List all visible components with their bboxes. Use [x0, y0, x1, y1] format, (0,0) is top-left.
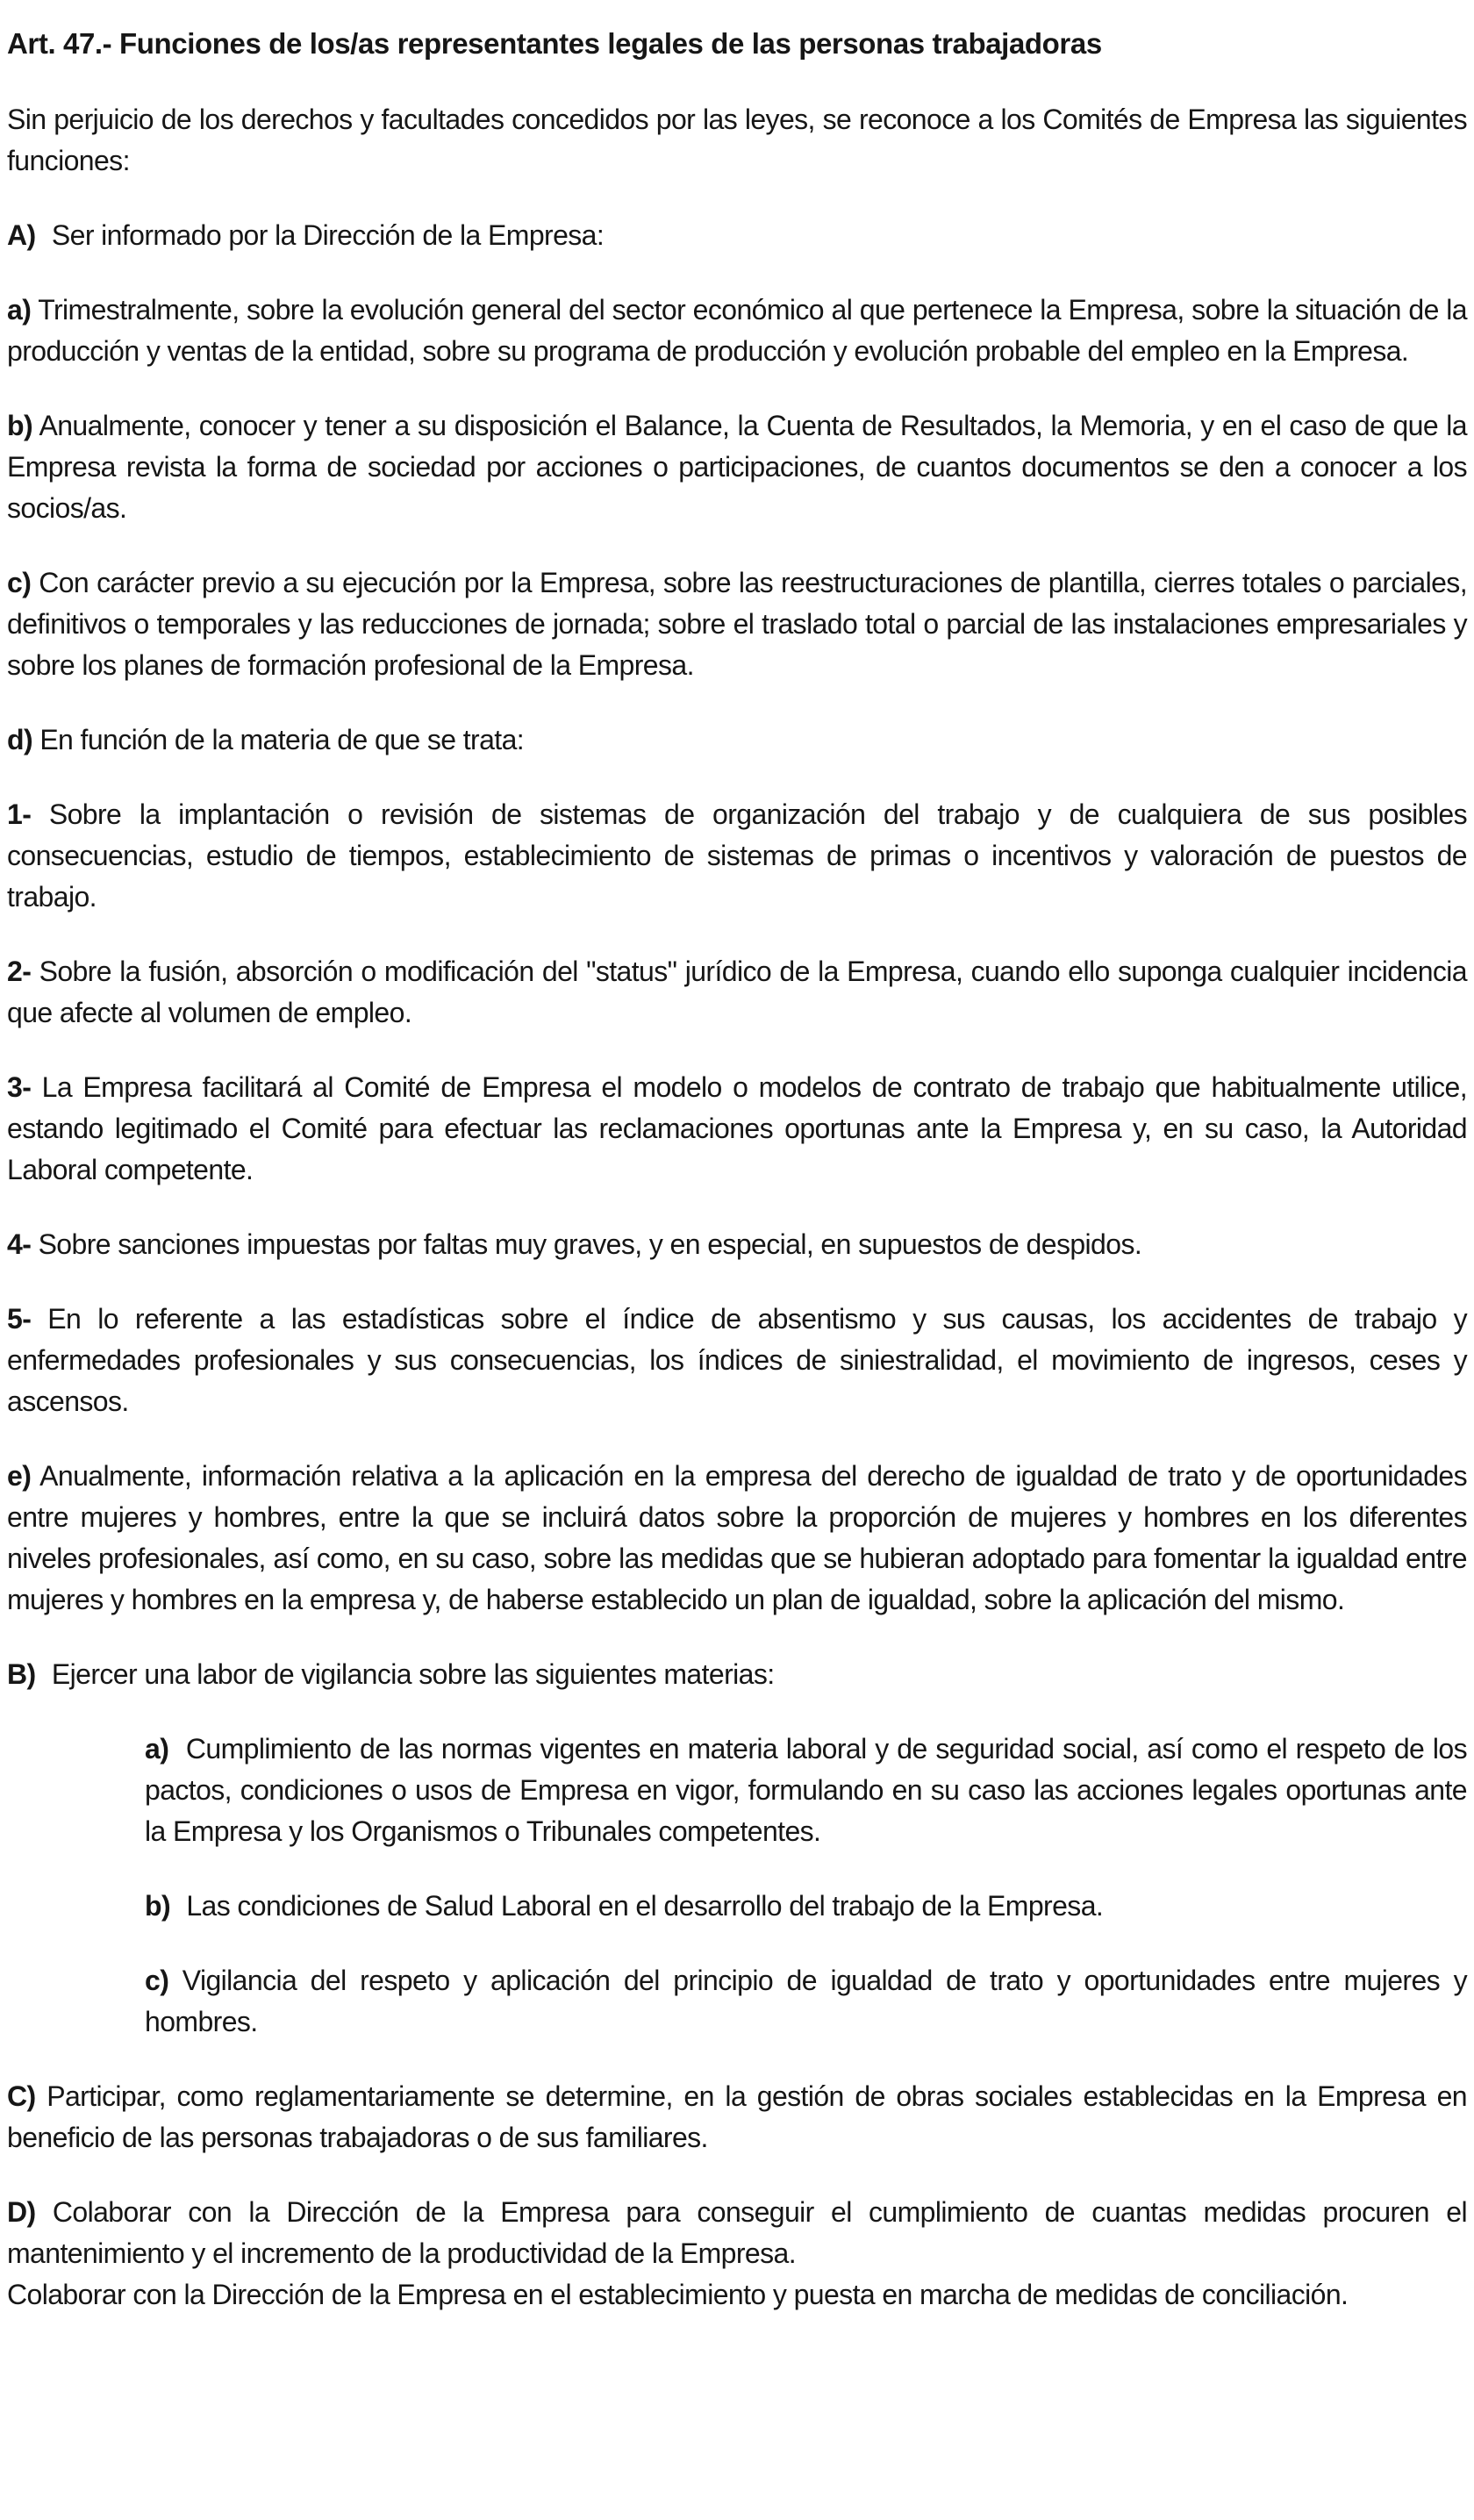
item-2-text: Sobre la fusión, absorción o modificación del "status" jurídico de la Empresa, cuando ello suponga cualquier incidencia que afecte al volumen de empleo.	[7, 956, 1467, 1028]
item-B-c-text: Vigilancia del respeto y aplicación del principio de igualdad de trato y oportunidades entre mujeres y hombres.	[145, 1965, 1467, 2037]
section-B-text: Ejercer una labor de vigilancia sobre las siguientes materias:	[51, 1658, 775, 1690]
item-c-label: c)	[7, 567, 32, 598]
item-2	[7, 951, 1467, 1034]
section-D	[7, 2192, 1467, 2316]
item-e-text: Anualmente, información relativa a la aplicación en la empresa del derecho de igualdad de trato y de oportunidades entre mujeres y hombres, entre la que se incluirá datos sobre la proporción de mujeres y hombres en los diferentes niveles profesionales, así como, en su caso, sobre las medidas que se hubieran adoptado para fomentar la igualdad entre mujeres y hombres en la empresa y, de haberse establecido un plan de igualdad, sobre la aplicación del mismo.	[7, 1460, 1467, 1615]
item-B-c-label: c)	[145, 1965, 169, 1996]
item-e	[7, 1456, 1467, 1621]
section-C	[7, 2076, 1467, 2158]
item-B-a-text: Cumplimiento de las normas vigentes en materia laboral y de seguridad social, así como el respeto de los pactos, condiciones o usos de Empresa en vigor, formulando en su caso las acciones legales oportunas ante la Empresa y los Organismos o Tribunales competentes.	[145, 1733, 1467, 1847]
item-B-b	[7, 1886, 1467, 1927]
item-1	[7, 794, 1467, 918]
item-c-text: Con carácter previo a su ejecución por la Empresa, sobre las reestructuraciones de plantilla, cierres totales o parciales, definitivos o temporales y las reducciones de jornada; sobre el traslado total o parcial de las instalaciones empresariales y sobre los planes de formación profesional de la Empresa.	[7, 567, 1467, 681]
item-4	[7, 1224, 1467, 1265]
item-b	[7, 405, 1467, 529]
section-D-text: Colaborar con la Dirección de la Empresa para conseguir el cumplimiento de cuantas medidas procuren el mantenimiento y el incremento de la productividad de la Empresa.	[7, 2196, 1467, 2269]
item-b-label: b)	[7, 410, 33, 441]
item-2-label: 2-	[7, 956, 32, 987]
intro-paragraph: Sin perjuicio de los derechos y facultades concedidos por las leyes, se reconoce a los Comités de Empresa las siguientes funciones:	[7, 104, 1467, 176]
item-B-a	[7, 1729, 1467, 1852]
item-b-text: Anualmente, conocer y tener a su disposición el Balance, la Cuenta de Resultados, la Memoria, y en el caso de que la Empresa revista la forma de sociedad por acciones o participaciones, de cuantos documentos se den a conocer a los socios/as.	[7, 410, 1467, 524]
item-B-c	[7, 1960, 1467, 2043]
section-D-label: D)	[7, 2196, 36, 2228]
item-B-b-text: Las condiciones de Salud Laboral en el desarrollo del trabajo de la Empresa.	[186, 1890, 1104, 1922]
item-3-text: La Empresa facilitará al Comité de Empresa el modelo o modelos de contrato de trabajo que habitualmente utilice, estando legitimado el Comité para efectuar las reclamaciones oportunas ante la Empresa y, en su caso, la Autoridad Laboral competente.	[7, 1071, 1467, 1185]
item-d-text: En función de la materia de que se trata:	[39, 724, 525, 755]
article-title: Art. 47.- Funciones de los/as representantes legales de las personas trabajadoras	[7, 27, 1102, 60]
item-5-text: En lo referente a las estadísticas sobre el índice de absentismo y sus causas, los accidentes de trabajo y enfermedades profesionales y sus consecuencias, los índices de siniestralidad, el movimiento de ingresos, ceses y ascensos.	[7, 1303, 1468, 1417]
item-a-label: a)	[7, 294, 32, 326]
section-B-label: B)	[7, 1658, 36, 1690]
item-5-label: 5-	[7, 1303, 32, 1335]
item-1-label: 1-	[7, 798, 32, 830]
section-A	[7, 215, 1467, 256]
section-C-text: Participar, como reglamentariamente se determine, en la gestión de obras sociales establecidas en la Empresa en beneficio de las personas trabajadoras o de sus familiares.	[7, 2080, 1467, 2153]
section-A-text: Ser informado por la Dirección de la Empresa:	[51, 219, 605, 251]
section-B	[7, 1654, 1467, 1695]
section-A-label: A)	[7, 219, 36, 251]
item-d-label: d)	[7, 724, 33, 755]
item-B-b-label: b)	[145, 1890, 171, 1922]
item-d	[7, 719, 1467, 761]
item-B-a-label: a)	[145, 1733, 169, 1765]
document-page	[7, 23, 1467, 2316]
item-1-text: Sobre la implantación o revisión de sistemas de organización del trabajo y de cualquiera de sus posibles consecuencias, estudio de tiempos, establecimiento de sistemas de primas o incentivos y valoración de puestos de trabajo.	[7, 798, 1467, 913]
item-e-label: e)	[7, 1460, 32, 1492]
item-3-label: 3-	[7, 1071, 32, 1103]
item-4-text: Sobre sanciones impuestas por faltas muy graves, y en especial, en supuestos de despidos.	[38, 1228, 1142, 1260]
item-c	[7, 562, 1467, 686]
item-4-label: 4-	[7, 1228, 32, 1260]
section-D-continuation-text: Colaborar con la Dirección de la Empresa en el establecimiento y puesta en marcha de medidas de conciliación.	[7, 2279, 1349, 2310]
item-5	[7, 1299, 1467, 1422]
item-a-text: Trimestralmente, sobre la evolución general del sector económico al que pertenece la Empresa, sobre la situación de la producción y ventas de la entidad, sobre su programa de producción y evolución probable del empleo en la Empresa.	[7, 294, 1468, 367]
section-C-label: C)	[7, 2080, 36, 2112]
item-3	[7, 1067, 1467, 1191]
item-a	[7, 290, 1467, 372]
